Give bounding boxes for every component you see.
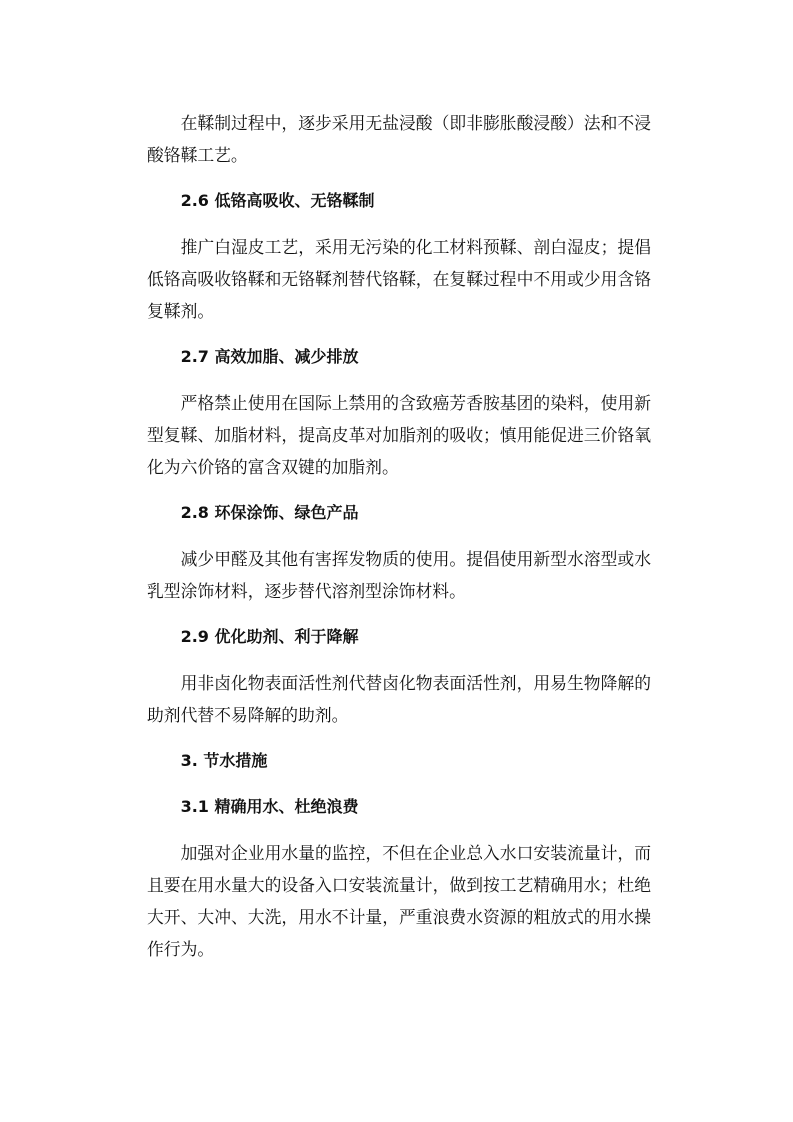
paragraph-acid-pickling: 在鞣制过程中，逐步采用无盐浸酸（即非膨胀酸浸酸）法和不浸酸铬鞣工艺。 <box>147 113 651 165</box>
heading-2-7: 2.7 高效加脂、减少排放 <box>180 347 359 366</box>
paragraph-white-wet: 推广白湿皮工艺，采用无污染的化工材料预鞣、剖白湿皮；提倡低铬高吸收铬鞣和无铬鞣剂替代铬鞣，在复鞣过程中不用或少用含铬复鞣剂。 <box>147 237 651 321</box>
heading-3-1: 3.1 精确用水、杜绝浪费 <box>180 797 359 816</box>
document-page <box>147 107 651 979</box>
heading-2-6: 2.6 低铬高吸收、无铬鞣制 <box>180 191 375 210</box>
heading-2-8: 2.8 环保涂饰、绿色产品 <box>180 503 359 522</box>
paragraph-auxiliaries: 用非卤化物表面活性剂代替卤化物表面活性剂，用易生物降解的助剂代替不易降解的助剂。 <box>147 673 651 725</box>
paragraph-finishing: 减少甲醛及其他有害挥发物质的使用。提倡使用新型水溶型或水乳型涂饰材料，逐步替代溶剂型涂饰材料。 <box>147 549 651 601</box>
paragraph-water-use: 加强对企业用水量的监控，不但在企业总入水口安装流量计，而且要在用水量大的设备入口安装流量计，做到按工艺精确用水；杜绝大开、大冲、大洗，用水不计量，严重浪费水资源的粗放式的用水操作行为。 <box>147 843 651 959</box>
heading-2-9: 2.9 优化助剂、利于降解 <box>180 627 359 646</box>
heading-3: 3. 节水措施 <box>180 751 268 770</box>
paragraph-fatliquoring: 严格禁止使用在国际上禁用的含致癌芳香胺基团的染料，使用新型复鞣、加脂材料，提高皮革对加脂剂的吸收；慎用能促进三价铬氧化为六价铬的富含双键的加脂剂。 <box>147 393 651 477</box>
